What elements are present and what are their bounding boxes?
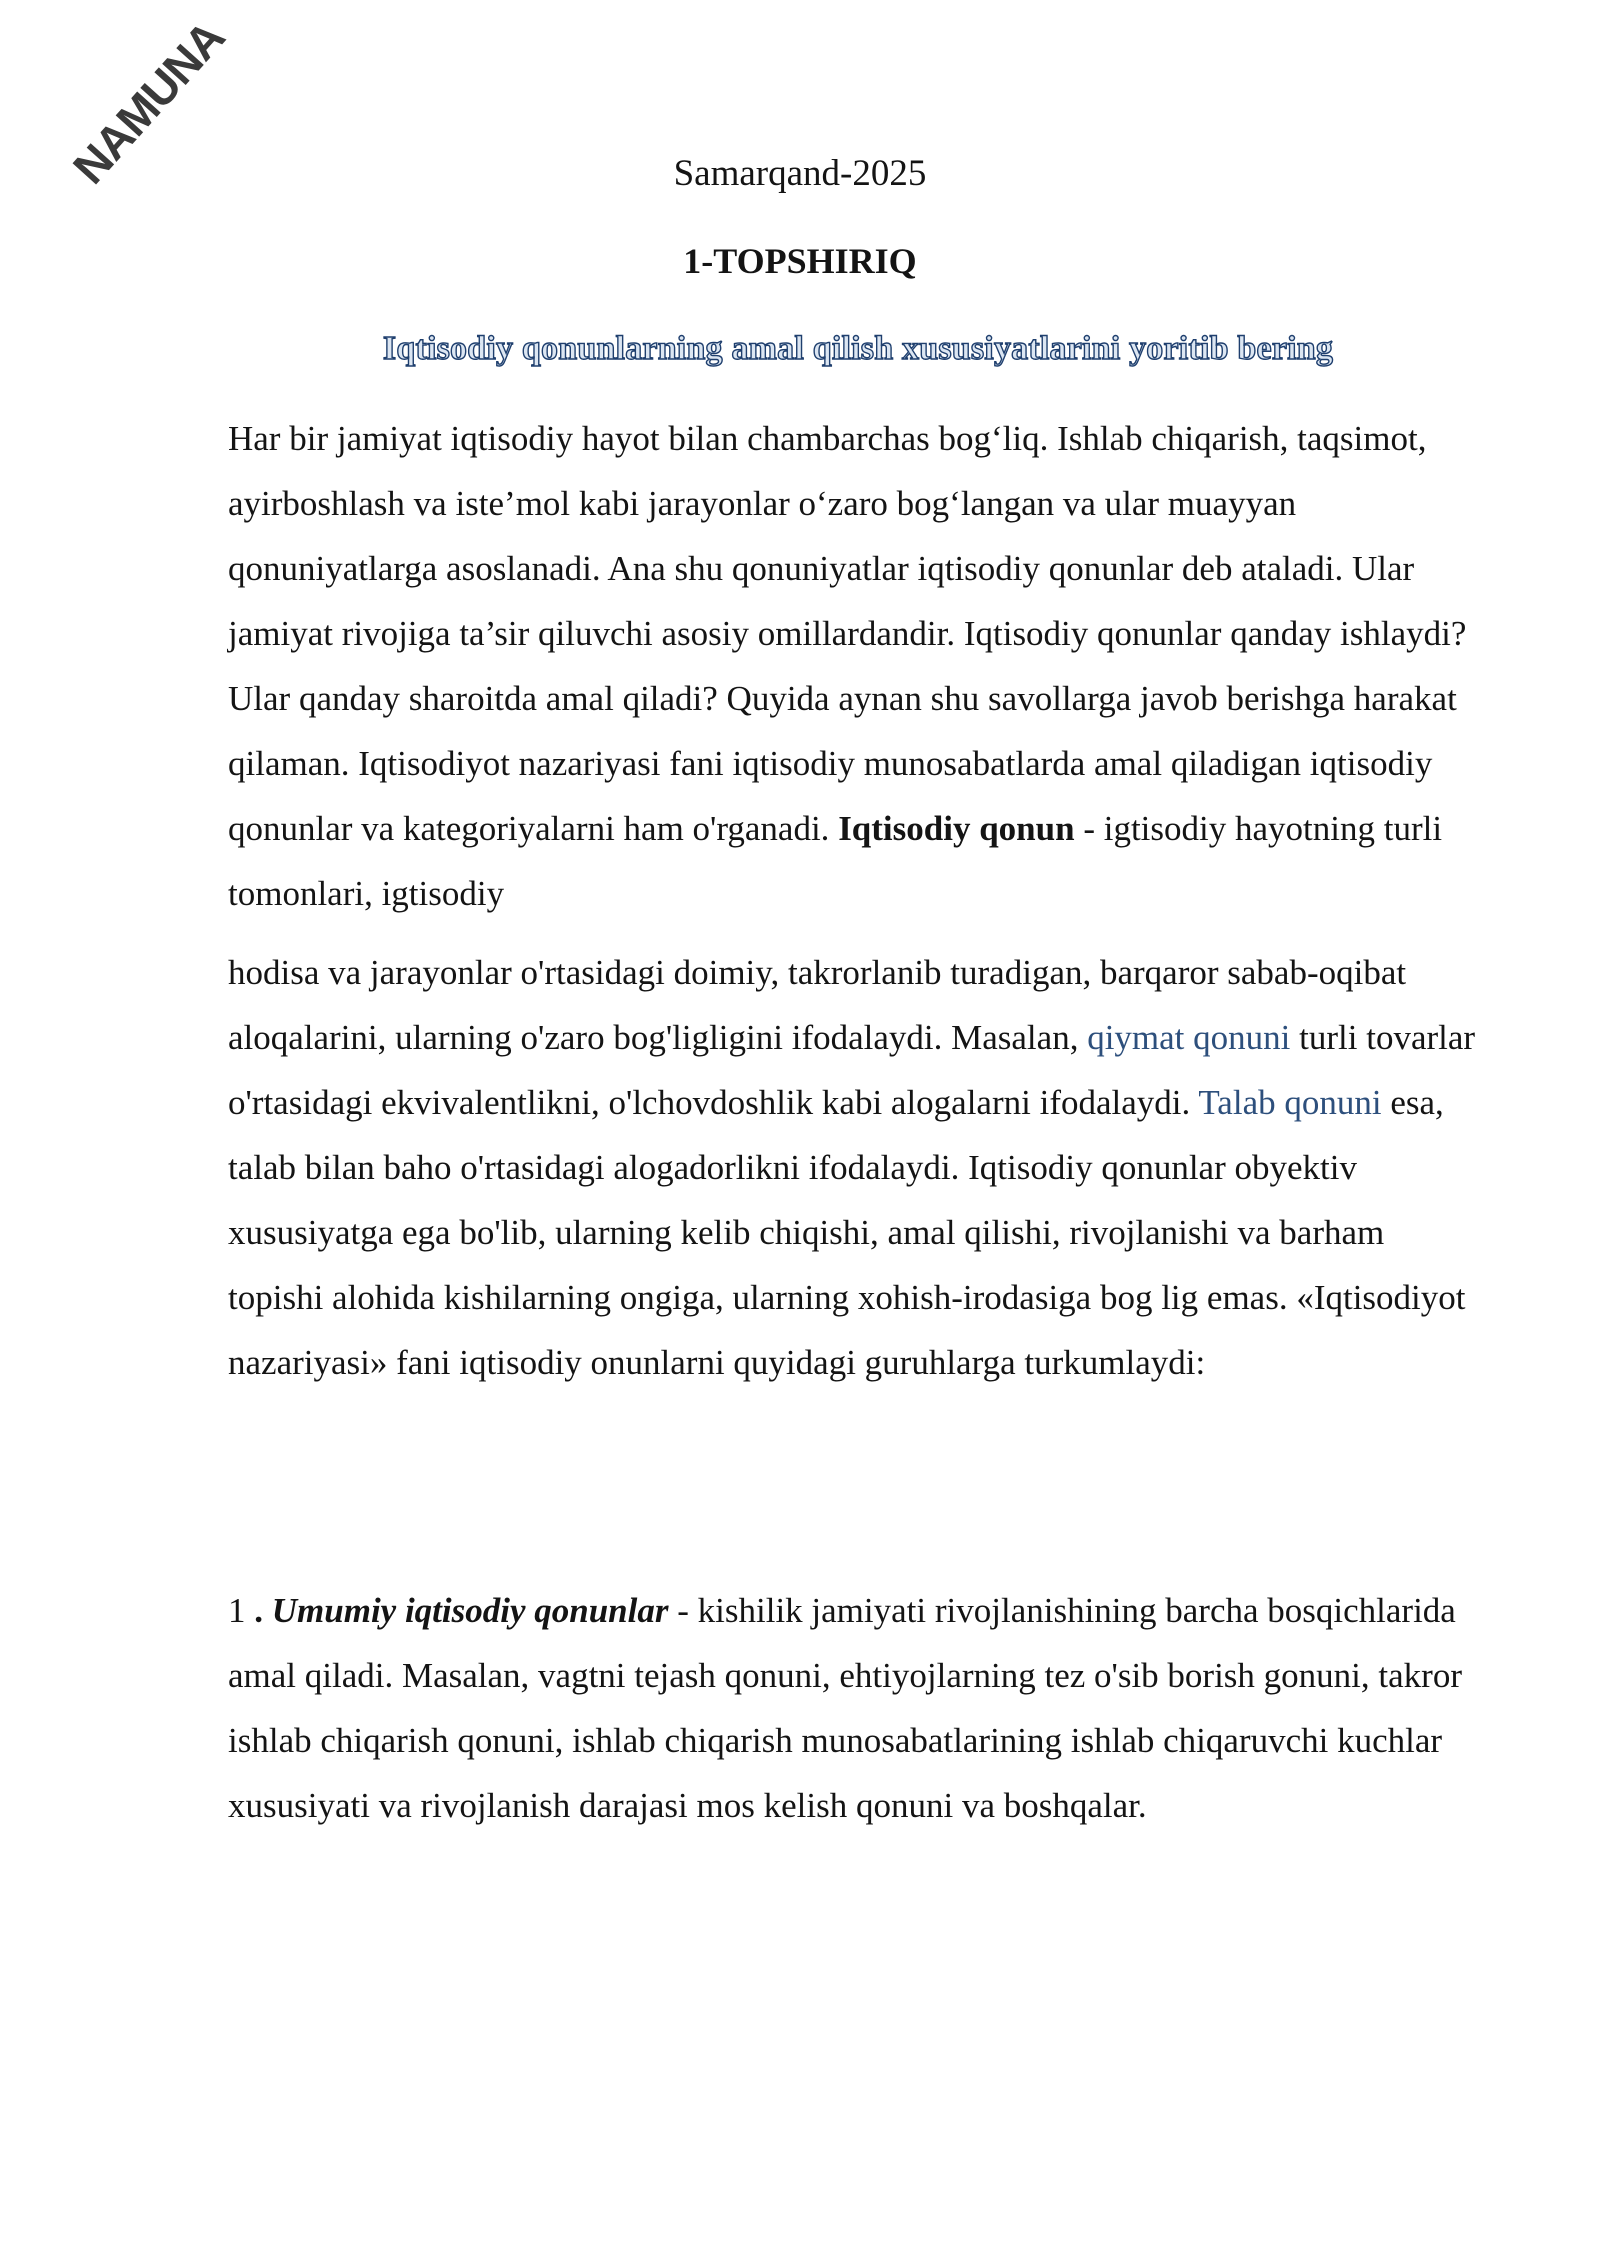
intro-text: Har bir jamiyat iqtisodiy hayot bilan chambarchas bog‘liq. Ishlab chiqarish, taqsimot, ayirboshlash va iste’mol kabi jarayonlar o‘zaro bog‘langan va ular muayyan qonuniyatlarga asoslanadi. Ana shu qonuniyatlar iqtisodiy qonunlar deb ataladi. Ular jamiyat rivojiga ta’sir qiluvchi asosiy omillardandir. Iqtisodiy qonunlar qanday ishlaydi? Ular qanday sharoitda amal qiladi? Quyida aynan shu savollarga javob berishga harakat qilaman. Iqtisodiyot nazariyasi fani iqtisodiy munosabatlarda amal qiladigan iqtisodiy qonunlar va kategoriyalarni ham o'rganadi. (228, 419, 1467, 848)
list-text: - kishilik jamiyati rivojlanishining barcha bosqichlarida amal qiladi. Masalan, vagtni tejash qonuni, ehtiyojlarning tez o'sib borish gonuni, takror ishlab chiqarish qonuni, ishlab chiqarish munosabatlarining ishlab chiqaruvchi kuchlar xususiyati va rivojlanish darajasi mos kelish qonuni va boshqalar. (228, 1591, 1462, 1825)
intro-paragraph (228, 406, 1488, 926)
task-title: 1-TOPSHIRIQ (683, 241, 917, 281)
talab-qonuni-link[interactable]: Talab qonuni (1198, 1083, 1382, 1122)
namuna-watermark: NAMUNA (62, 11, 235, 194)
definition-paragraph (228, 940, 1488, 1395)
list-term: Umumiy iqtisodiy qonunlar (271, 1591, 669, 1630)
term-iqtisodiy-qonun: Iqtisodiy qonun (838, 809, 1075, 848)
definition-text-b: turli tovarlar o'rtasidagi ekvivalentlikni, o'lchovdoshlik kabi alogalarni ifodalaydi. (228, 1018, 1476, 1122)
qiymat-qonuni-link[interactable]: qiymat qonuni (1087, 1018, 1291, 1057)
list-dot: . (254, 1591, 263, 1630)
list-number: 1 (228, 1591, 246, 1630)
definition-text-a: hodisa va jarayonlar o'rtasidagi doimiy, takrorlanib turadigan, barqaror sabab-oqibat aloqalarini, ularning o'zaro bog'ligligini ifodalaydi. Masalan, (228, 953, 1407, 1057)
list-item-1 (228, 1578, 1488, 1838)
place-year: Samarqand-2025 (673, 153, 927, 194)
task-subtitle: Iqtisodiy qonunlarning amal qilish xususiyatlarini yoritib bering (382, 330, 1334, 367)
definition-text-c: esa, talab bilan baho o'rtasidagi alogadorlikni ifodalaydi. Iqtisodiy qonunlar obyektiv xususiyatga ega bo'lib, ularning kelib chiqishi, amal qilishi, rivojlanishi va barham topishi alohida kishilarning ongiga, ularning xohish-irodasiga bog lig emas. «Iqtisodiyot nazariyasi» fani iqtisodiy onunlarni quyidagi guruhlarga turkumlaydi: (228, 1083, 1466, 1382)
term-definition-start: - igtisodiy hayotning turli tomonlari, igtisodiy (228, 809, 1443, 913)
